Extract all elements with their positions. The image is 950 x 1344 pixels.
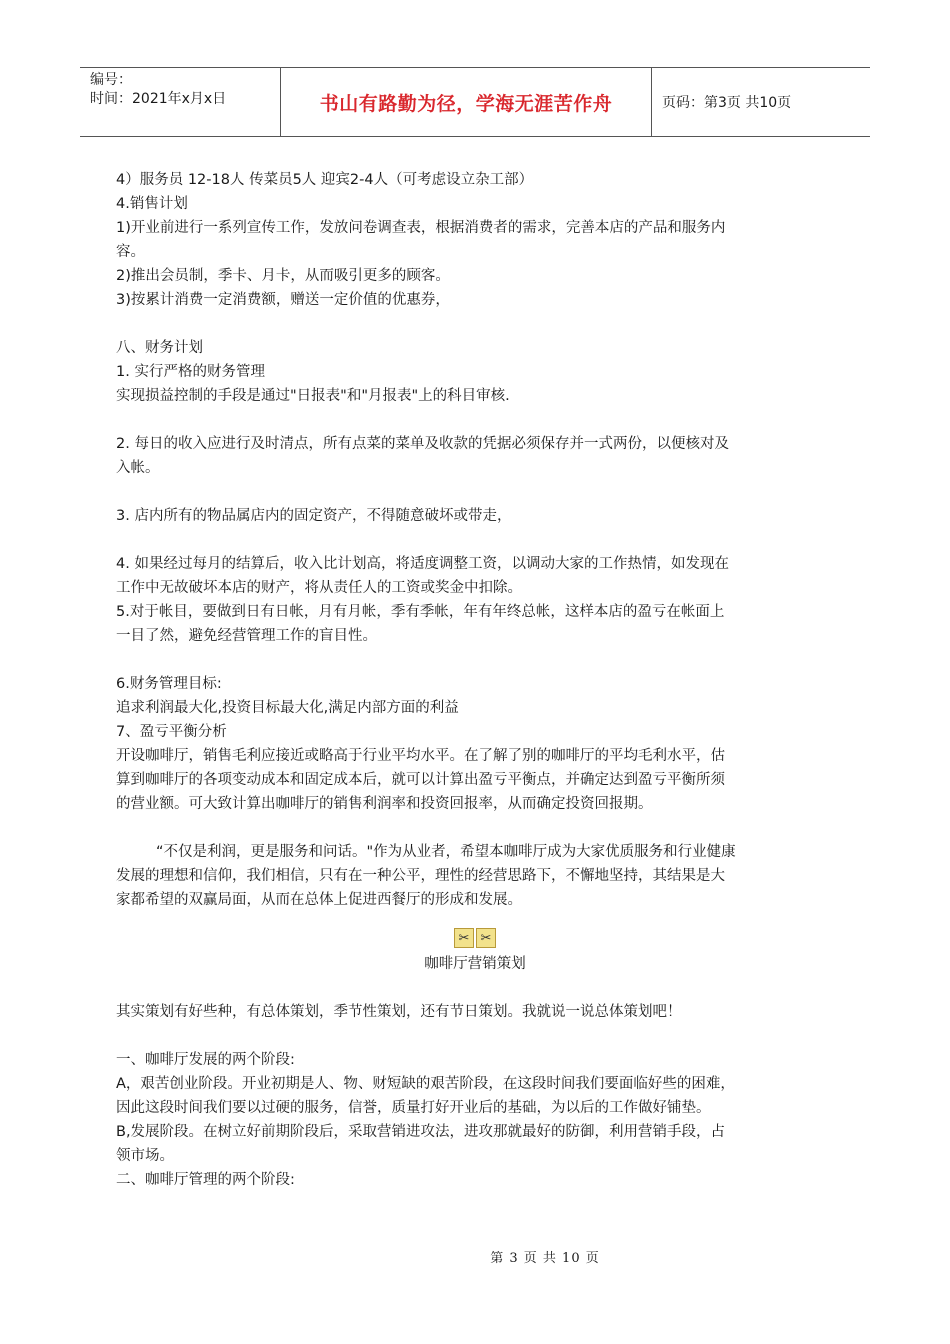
document-body xyxy=(116,168,834,1192)
page-info: 页码：第3页 共10页 xyxy=(662,95,792,111)
text-line: 工作中无故破坏本店的财产，将从责任人的工资或奖金中扣除。 xyxy=(116,580,522,596)
text-line: 1)开业前进行一系列宣传工作，发放问卷调查表，根据消费者的需求，完善本店的产品和服务内 xyxy=(116,220,726,236)
blank-line xyxy=(116,528,834,552)
text-line: 4.销售计划 xyxy=(116,196,188,212)
section-title: 咖啡厅营销策划 xyxy=(424,956,526,972)
text-line: 容。 xyxy=(116,244,145,260)
text-line: “不仅是利润，更是服务和问话。"作为从业者，希望本咖啡厅成为大家优质服务和行业健康 xyxy=(156,844,736,860)
clip-icon: ✂ xyxy=(454,928,474,948)
text-line: 其实策划有好些种，有总体策划，季节性策划，还有节日策划。我就说一说总体策划吧！ xyxy=(116,1004,682,1020)
text-line: 家都希望的双赢局面，从而在总体上促进西餐厅的形成和发展。 xyxy=(116,892,522,908)
header-motto-cell xyxy=(281,68,652,136)
text-line: 实现损益控制的手段是通过"日报表"和"月报表"上的科目审核. xyxy=(116,388,510,404)
text-line: 入帐。 xyxy=(116,460,160,476)
text-line: 2. 每日的收入应进行及时清点，所有点菜的菜单及收款的凭据必须保存并一式两份，以便核对及 xyxy=(116,436,729,452)
blank-line xyxy=(116,408,834,432)
blank-line xyxy=(116,480,834,504)
text-line: 开设咖啡厅，销售毛利应接近或略高于行业平均水平。在了解了别的咖啡厅的平均毛利水平，估 xyxy=(116,748,725,764)
footer-page-number: 第 3 页 共 10 页 xyxy=(490,1251,600,1266)
blank-line xyxy=(116,648,834,672)
decorative-icons xyxy=(116,928,834,952)
text-line: 3. 店内所有的物品属店内的固定资产，不得随意破坏或带走， xyxy=(116,508,512,524)
blank-line xyxy=(116,816,834,840)
text-line: A，艰苦创业阶段。开业初期是人、物、财短缺的艰苦阶段，在这段时间我们要面临好些的困难， xyxy=(116,1076,735,1092)
text-line: 追求利润最大化,投资目标最大化,满足内部方面的利益 xyxy=(116,700,459,716)
text-line: 的营业额。可大致计算出咖啡厅的销售利润率和投资回报率，从而确定投资回报期。 xyxy=(116,796,653,812)
text-line: 领市场。 xyxy=(116,1148,174,1164)
motto-text: 书山有路勤为径，学海无涯苦作舟 xyxy=(319,92,613,115)
header-left-cell xyxy=(80,68,281,136)
header-page-cell xyxy=(652,68,870,136)
text-line: 7、盈亏平衡分析 xyxy=(116,724,227,740)
section-heading: 二、咖啡厅管理的两个阶段: xyxy=(116,1172,295,1188)
text-line: 5.对于帐目，要做到日有日帐，月有月帐，季有季帐，年有年终总帐，这样本店的盈亏在帐面上 xyxy=(116,604,725,620)
blank-line xyxy=(116,312,834,336)
text-line: 因此这段时间我们要以过硬的服务，信誉，质量打好开业后的基础，为以后的工作做好铺垫。 xyxy=(116,1100,711,1116)
section-heading: 八、财务计划 xyxy=(116,340,203,356)
text-line: 1. 实行严格的财务管理 xyxy=(116,364,265,380)
section-heading: 一、咖啡厅发展的两个阶段: xyxy=(116,1052,295,1068)
text-line: 3)按累计消费一定消费额，赠送一定价值的优惠券， xyxy=(116,292,450,308)
number-label: 编号： xyxy=(90,72,132,88)
text-line: 算到咖啡厅的各项变动成本和固定成本后，就可以计算出盈亏平衡点，并确定达到盈亏平衡所须 xyxy=(116,772,725,788)
date-label: 时间：2021年x月x日 xyxy=(90,91,227,107)
page-footer xyxy=(0,1247,950,1266)
blank-line xyxy=(116,976,834,1000)
header-table xyxy=(80,67,870,137)
text-line: 2)推出会员制，季卡、月卡，从而吸引更多的顾客。 xyxy=(116,268,450,284)
clip-icon: ✂ xyxy=(476,928,496,948)
text-line: 4. 如果经过每月的结算后，收入比计划高，将适度调整工资，以调动大家的工作热情，如发现在 xyxy=(116,556,729,572)
text-line: 发展的理想和信仰，我们相信，只有在一种公平，理性的经营思路下，不懈地坚持，其结果是大 xyxy=(116,868,725,884)
text-line: B,发展阶段。在树立好前期阶段后，采取营销进攻法，进攻那就最好的防御，利用营销手段，占 xyxy=(116,1124,726,1140)
text-line: 一目了然，避免经营管理工作的盲目性。 xyxy=(116,628,377,644)
text-line: 4）服务员 12-18人 传菜员5人 迎宾2-4人（可考虑设立杂工部） xyxy=(116,172,534,188)
blank-line xyxy=(116,1024,834,1048)
text-line: 6.财务管理目标: xyxy=(116,676,222,692)
